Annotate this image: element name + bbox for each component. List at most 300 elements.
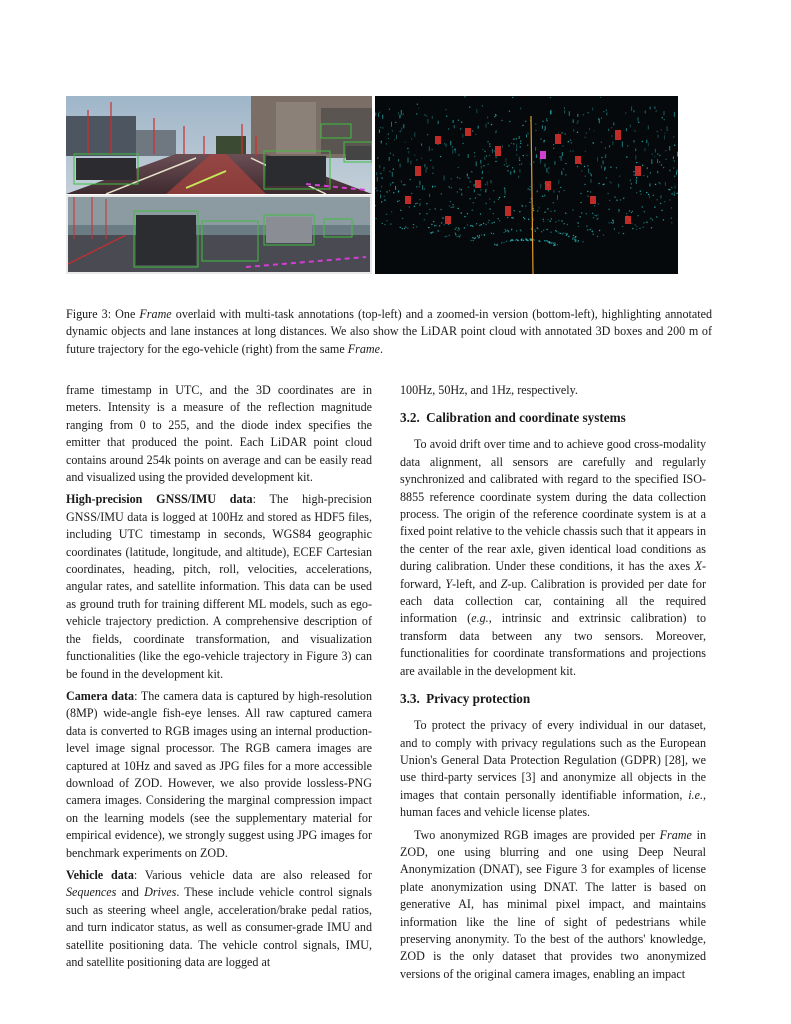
lidar-point bbox=[386, 214, 387, 215]
lidar-point bbox=[603, 111, 604, 112]
lidar-structure-point bbox=[453, 120, 454, 123]
lidar-point bbox=[541, 231, 542, 232]
lidar-point bbox=[377, 157, 378, 158]
lidar-structure-point bbox=[392, 172, 393, 177]
lidar-structure-point bbox=[455, 148, 456, 153]
lidar-structure-point bbox=[520, 108, 521, 110]
lidar-point bbox=[661, 129, 662, 130]
lidar-structure-point bbox=[589, 128, 590, 130]
lidar-point bbox=[509, 121, 510, 122]
lidar-point bbox=[476, 223, 477, 224]
lidar-point bbox=[659, 182, 660, 183]
caption-label: Figure 3: bbox=[66, 307, 112, 321]
lidar-point bbox=[449, 235, 450, 236]
lidar-structure-point bbox=[424, 164, 425, 167]
lidar-point bbox=[485, 191, 486, 192]
lidar-point bbox=[610, 167, 611, 168]
lidar-structure-point bbox=[559, 156, 560, 158]
lidar-point bbox=[636, 226, 637, 227]
lidar-structure-point bbox=[408, 158, 409, 163]
lidar-structure-point bbox=[627, 145, 628, 146]
right-column bbox=[400, 382, 706, 988]
lidar-point bbox=[499, 220, 500, 221]
lidar-point bbox=[499, 197, 500, 198]
lidar-point bbox=[441, 222, 442, 223]
lidar-point bbox=[630, 187, 631, 188]
lidar-point bbox=[608, 209, 609, 210]
lidar-point bbox=[535, 130, 536, 131]
lidar-structure-point bbox=[480, 160, 481, 164]
lidar-point bbox=[570, 140, 571, 141]
ego-trajectory bbox=[531, 116, 533, 274]
section-number-3-2: 3.2. bbox=[400, 410, 420, 426]
lidar-structure-point bbox=[597, 157, 598, 161]
lidar-point bbox=[475, 237, 476, 238]
lidar-3d-box bbox=[475, 180, 481, 188]
lidar-point bbox=[671, 218, 672, 219]
lidar-point bbox=[380, 191, 381, 192]
lidar-structure-point bbox=[540, 160, 541, 163]
lidar-point bbox=[643, 175, 644, 176]
lidar-point bbox=[479, 236, 480, 237]
lidar-point bbox=[587, 165, 588, 166]
lidar-structure-point bbox=[506, 163, 507, 165]
lidar-point bbox=[543, 221, 544, 222]
lidar-point bbox=[441, 193, 442, 194]
lidar-3d-box bbox=[445, 216, 451, 224]
lidar-point bbox=[419, 199, 420, 200]
lidar-point bbox=[572, 237, 573, 238]
lidar-point bbox=[533, 210, 534, 211]
lidar-point bbox=[471, 240, 472, 241]
lidar-point bbox=[389, 109, 390, 110]
lidar-point bbox=[558, 220, 559, 221]
lidar-point bbox=[665, 150, 666, 151]
lidar-point bbox=[636, 162, 637, 163]
calib-text-c: -left, and bbox=[452, 576, 497, 591]
lidar-point bbox=[457, 191, 458, 192]
lidar-structure-point bbox=[648, 143, 649, 146]
lidar-point bbox=[477, 194, 478, 195]
lidar-point bbox=[550, 221, 551, 222]
lidar-structure-point bbox=[487, 181, 488, 185]
lidar-point bbox=[507, 166, 508, 167]
lidar-point bbox=[512, 240, 513, 241]
lidar-structure-point bbox=[518, 176, 519, 178]
lidar-point bbox=[577, 121, 578, 122]
lidar-point bbox=[430, 232, 431, 233]
lidar-structure-point bbox=[554, 190, 555, 192]
lidar-point bbox=[534, 229, 535, 230]
lidar-point bbox=[505, 230, 506, 231]
paragraph-privacy-2 bbox=[400, 827, 706, 984]
lidar-structure-point bbox=[649, 195, 650, 199]
lidar-point bbox=[432, 232, 433, 233]
lidar-point bbox=[453, 206, 454, 207]
lidar-structure-point bbox=[480, 189, 481, 192]
lidar-point bbox=[622, 226, 623, 227]
lidar-point bbox=[599, 230, 600, 231]
lidar-point bbox=[512, 167, 513, 168]
lidar-point bbox=[491, 233, 492, 234]
lidar-point bbox=[567, 233, 568, 234]
lidar-point bbox=[475, 134, 476, 135]
lidar-point bbox=[504, 196, 505, 197]
lidar-point bbox=[656, 216, 657, 217]
lidar-3d-box bbox=[555, 134, 561, 144]
lidar-point bbox=[547, 208, 548, 209]
lidar-structure-point bbox=[482, 149, 483, 150]
lidar-point bbox=[603, 184, 604, 185]
lidar-point bbox=[381, 201, 382, 202]
lidar-structure-point bbox=[605, 154, 606, 156]
lidar-point bbox=[432, 173, 433, 174]
lidar-point bbox=[419, 213, 420, 214]
lidar-point bbox=[543, 219, 544, 220]
left-column bbox=[66, 382, 372, 976]
lidar-point bbox=[398, 191, 399, 192]
lidar-point bbox=[494, 201, 495, 202]
lidar-structure-point bbox=[564, 110, 565, 113]
lidar-point bbox=[546, 240, 547, 241]
lidar-structure-point bbox=[438, 121, 439, 124]
lidar-structure-point bbox=[535, 147, 536, 151]
lidar-point bbox=[486, 155, 487, 156]
lidar-point bbox=[489, 155, 490, 156]
lidar-point bbox=[411, 138, 412, 139]
lidar-point bbox=[663, 219, 664, 220]
lidar-point bbox=[492, 222, 493, 223]
lidar-point bbox=[407, 228, 408, 229]
lidar-point bbox=[578, 226, 579, 227]
lidar-structure-point bbox=[388, 138, 389, 139]
lidar-point bbox=[594, 215, 595, 216]
lidar-point bbox=[587, 195, 588, 196]
lidar-structure-point bbox=[509, 145, 510, 147]
lidar-point bbox=[400, 131, 401, 132]
lidar-point bbox=[458, 236, 459, 237]
lidar-structure-point bbox=[661, 195, 662, 198]
lidar-point bbox=[568, 141, 569, 142]
lidar-point bbox=[546, 118, 547, 119]
lidar-point bbox=[458, 154, 459, 155]
lidar-point bbox=[634, 224, 635, 225]
lidar-structure-point bbox=[516, 144, 517, 149]
lidar-point bbox=[485, 184, 486, 185]
lidar-point bbox=[475, 197, 476, 198]
lidar-point bbox=[608, 222, 609, 223]
lidar-point bbox=[380, 173, 381, 174]
lidar-point bbox=[659, 161, 660, 162]
calib-text-e: , intrinsic and extrinsic calibration) to transform data between any two sensors. Moreover, functionalities for coordinate transformations and projections are available in the development kit. bbox=[400, 611, 707, 678]
lidar-point bbox=[468, 187, 469, 188]
lidar-3d-box bbox=[635, 166, 641, 176]
calib-text-a: To avoid drift over time and to achieve good cross-modality data alignment, all sensors are carefully and regularly synchronized and calibrated with regard to the specified ISO-8855 reference coordinate system during the data collection process. The origin of the reference coordinate system is at a fixed point relative to the vehicle chassis such that it appears in the center of the rear axle, given identical load conditions as during calibration. Under these conditions, it has the axes bbox=[400, 437, 706, 574]
lidar-point bbox=[494, 244, 495, 245]
lidar-structure-point bbox=[405, 142, 406, 143]
lidar-structure-point bbox=[647, 176, 648, 178]
lidar-point bbox=[528, 188, 529, 189]
lidar-point bbox=[565, 233, 566, 234]
lidar-point bbox=[498, 199, 499, 200]
section-heading-privacy bbox=[400, 690, 706, 707]
lidar-structure-point bbox=[389, 157, 390, 161]
lidar-point bbox=[506, 241, 507, 242]
lidar-point bbox=[674, 145, 675, 146]
calib-text-b: -forward, bbox=[400, 559, 706, 591]
lidar-point bbox=[474, 156, 475, 157]
lidar-point-cloud bbox=[375, 96, 678, 274]
lidar-point bbox=[426, 167, 427, 168]
lidar-3d-box bbox=[415, 166, 421, 176]
lidar-point bbox=[427, 134, 428, 135]
lidar-point bbox=[446, 116, 447, 117]
lidar-point bbox=[530, 186, 531, 187]
lidar-point bbox=[409, 206, 410, 207]
caption-frame-1: Frame bbox=[139, 307, 172, 321]
lidar-point bbox=[537, 210, 538, 211]
lidar-point bbox=[643, 222, 644, 223]
lidar-point bbox=[525, 205, 526, 206]
lidar-structure-point bbox=[426, 115, 427, 117]
lidar-point bbox=[461, 189, 462, 190]
lidar-point bbox=[416, 159, 417, 160]
lidar-point bbox=[674, 176, 675, 177]
lidar-point bbox=[455, 233, 456, 234]
lidar-structure-point bbox=[450, 141, 451, 146]
lidar-point bbox=[522, 205, 523, 206]
lidar-structure-point bbox=[585, 151, 586, 152]
caption-end: . bbox=[380, 341, 384, 356]
lidar-point bbox=[580, 202, 581, 203]
lidar-point bbox=[673, 136, 674, 137]
lidar-point bbox=[375, 188, 376, 189]
lidar-point bbox=[550, 232, 551, 233]
lidar-point bbox=[513, 143, 514, 144]
lidar-point bbox=[386, 143, 387, 144]
lidar-structure-point bbox=[562, 152, 563, 156]
lidar-point bbox=[410, 179, 411, 180]
lidar-point bbox=[581, 212, 582, 213]
lidar-point bbox=[587, 229, 588, 230]
lidar-point bbox=[494, 116, 495, 117]
lidar-point bbox=[442, 217, 443, 218]
lidar-point bbox=[380, 127, 381, 128]
lidar-point bbox=[528, 219, 529, 220]
lidar-point bbox=[452, 204, 453, 205]
lidar-point bbox=[584, 166, 585, 167]
lidar-point bbox=[614, 196, 615, 197]
lidar-point bbox=[578, 240, 579, 241]
lidar-point bbox=[597, 214, 598, 215]
lidar-structure-point bbox=[625, 112, 626, 114]
lidar-point bbox=[375, 205, 376, 206]
lidar-point bbox=[609, 200, 610, 201]
lidar-point bbox=[485, 189, 486, 190]
lidar-structure-point bbox=[565, 133, 566, 135]
lidar-structure-point bbox=[379, 112, 380, 113]
lidar-point bbox=[655, 184, 656, 185]
calib-text-d: -up. Calibration is provided per date for each data collection car, containing all the required information ( bbox=[400, 576, 706, 626]
lidar-point bbox=[633, 171, 634, 172]
lidar-structure-point bbox=[605, 147, 606, 149]
privacy-text-b: , human faces and vehicle license plates. bbox=[400, 787, 706, 820]
lidar-structure-point bbox=[622, 142, 623, 147]
lidar-point bbox=[436, 225, 437, 226]
lidar-point bbox=[446, 236, 447, 237]
lidar-point bbox=[551, 218, 552, 219]
lidar-point bbox=[503, 232, 504, 233]
lidar-structure-point bbox=[448, 128, 449, 130]
lidar-structure-point bbox=[404, 125, 405, 128]
lidar-structure-point bbox=[398, 159, 399, 161]
lidar-structure-point bbox=[569, 111, 570, 116]
lidar-point bbox=[452, 146, 453, 147]
lidar-structure-point bbox=[504, 188, 505, 192]
lidar-3d-box bbox=[495, 146, 501, 156]
lidar-structure-point bbox=[495, 132, 496, 133]
paragraph-gnss bbox=[66, 491, 372, 682]
lidar-structure-point bbox=[626, 128, 627, 131]
lidar-point bbox=[386, 220, 387, 221]
lidar-point bbox=[419, 203, 420, 204]
figure-3 bbox=[66, 96, 612, 274]
lidar-structure-point bbox=[519, 136, 520, 139]
lidar-structure-point bbox=[655, 149, 656, 153]
lidar-point bbox=[501, 242, 502, 243]
lidar-structure-point bbox=[677, 152, 678, 157]
lidar-structure-point bbox=[601, 165, 602, 168]
lidar-3d-box bbox=[405, 196, 411, 204]
privacy-frame: Frame bbox=[659, 827, 692, 842]
section-title-privacy: Privacy protection bbox=[426, 691, 531, 707]
lidar-point bbox=[402, 218, 403, 219]
lidar-point bbox=[626, 156, 627, 157]
lidar-point bbox=[473, 202, 474, 203]
lidar-structure-point bbox=[654, 107, 655, 109]
lidar-point bbox=[671, 207, 672, 208]
lidar-point bbox=[567, 224, 568, 225]
lidar-point bbox=[434, 186, 435, 187]
lidar-structure-point bbox=[657, 159, 658, 163]
lidar-point bbox=[435, 208, 436, 209]
vehicle-body-1: : Various vehicle data are also released for bbox=[133, 867, 372, 882]
lidar-point bbox=[388, 133, 389, 134]
lidar-point bbox=[561, 132, 562, 133]
lidar-point bbox=[592, 142, 593, 143]
lidar-point bbox=[626, 213, 627, 214]
vehicle-and: and bbox=[121, 885, 139, 900]
lidar-structure-point bbox=[414, 132, 415, 137]
lidar-point bbox=[382, 223, 383, 224]
lidar-structure-point bbox=[541, 138, 542, 139]
lidar-point bbox=[616, 200, 617, 201]
lidar-structure-point bbox=[545, 126, 546, 130]
lidar-structure-point bbox=[478, 126, 479, 129]
lidar-point bbox=[527, 239, 528, 240]
lidar-point bbox=[503, 242, 504, 243]
lidar-point bbox=[548, 172, 549, 173]
lidar-point bbox=[416, 203, 417, 204]
lidar-point bbox=[543, 230, 544, 231]
lidar-point bbox=[580, 193, 581, 194]
lidar-structure-point bbox=[645, 148, 646, 151]
lidar-point bbox=[381, 177, 382, 178]
lidar-point bbox=[461, 122, 462, 123]
lidar-point bbox=[660, 183, 661, 184]
lidar-3d-box bbox=[575, 156, 581, 164]
lidar-structure-point bbox=[467, 173, 468, 178]
lidar-structure-point bbox=[557, 195, 558, 200]
lidar-structure-point bbox=[390, 183, 391, 185]
lidar-point bbox=[640, 193, 641, 194]
lidar-point bbox=[535, 231, 536, 232]
lidar-point bbox=[650, 218, 651, 219]
lidar-point bbox=[507, 170, 508, 171]
lidar-point bbox=[513, 217, 514, 218]
lidar-structure-point bbox=[492, 149, 493, 153]
lidar-point bbox=[546, 229, 547, 230]
lidar-point bbox=[584, 184, 585, 185]
caption-frame-2: Frame bbox=[347, 341, 380, 356]
lidar-point bbox=[664, 119, 665, 120]
lidar-structure-point bbox=[429, 194, 430, 197]
lidar-point bbox=[472, 130, 473, 131]
lidar-point bbox=[449, 186, 450, 187]
lidar-structure-point bbox=[510, 171, 511, 174]
lidar-point bbox=[564, 190, 565, 191]
lidar-structure-point bbox=[604, 166, 605, 168]
lidar-structure-point bbox=[667, 126, 668, 131]
figure-caption bbox=[66, 306, 712, 358]
lidar-point bbox=[601, 142, 602, 143]
lidar-structure-point bbox=[675, 186, 676, 189]
lidar-point bbox=[519, 164, 520, 165]
lidar-structure-point bbox=[606, 109, 607, 111]
lidar-point bbox=[527, 145, 528, 146]
lidar-point bbox=[534, 240, 535, 241]
lidar-point bbox=[583, 114, 584, 115]
lidar-structure-point bbox=[610, 181, 611, 182]
paragraph-camera bbox=[66, 688, 372, 862]
lidar-point bbox=[669, 199, 670, 200]
lidar-point bbox=[603, 234, 604, 235]
lidar-point bbox=[505, 229, 506, 230]
lidar-structure-point bbox=[408, 151, 409, 154]
axis-y: Y bbox=[445, 576, 453, 591]
lidar-point bbox=[570, 150, 571, 151]
lidar-point bbox=[519, 211, 520, 212]
lidar-point bbox=[471, 171, 472, 172]
lidar-point bbox=[563, 168, 564, 169]
lidar-structure-point bbox=[419, 181, 420, 185]
lidar-structure-point bbox=[645, 111, 646, 114]
lidar-structure-point bbox=[486, 124, 487, 128]
lidar-point bbox=[511, 217, 512, 218]
lidar-point bbox=[577, 241, 578, 242]
lidar-point bbox=[550, 97, 551, 98]
lidar-structure-point bbox=[674, 191, 675, 194]
lidar-structure-point bbox=[390, 171, 391, 172]
lidar-point bbox=[638, 122, 639, 123]
lidar-point bbox=[554, 210, 555, 211]
lidar-structure-point bbox=[669, 170, 670, 172]
lidar-point bbox=[470, 198, 471, 199]
lidar-point bbox=[400, 227, 401, 228]
paragraph-rates: 100Hz, 50Hz, and 1Hz, respectively. bbox=[400, 383, 578, 397]
lidar-point bbox=[488, 220, 489, 221]
caption-pre: One bbox=[115, 307, 136, 321]
